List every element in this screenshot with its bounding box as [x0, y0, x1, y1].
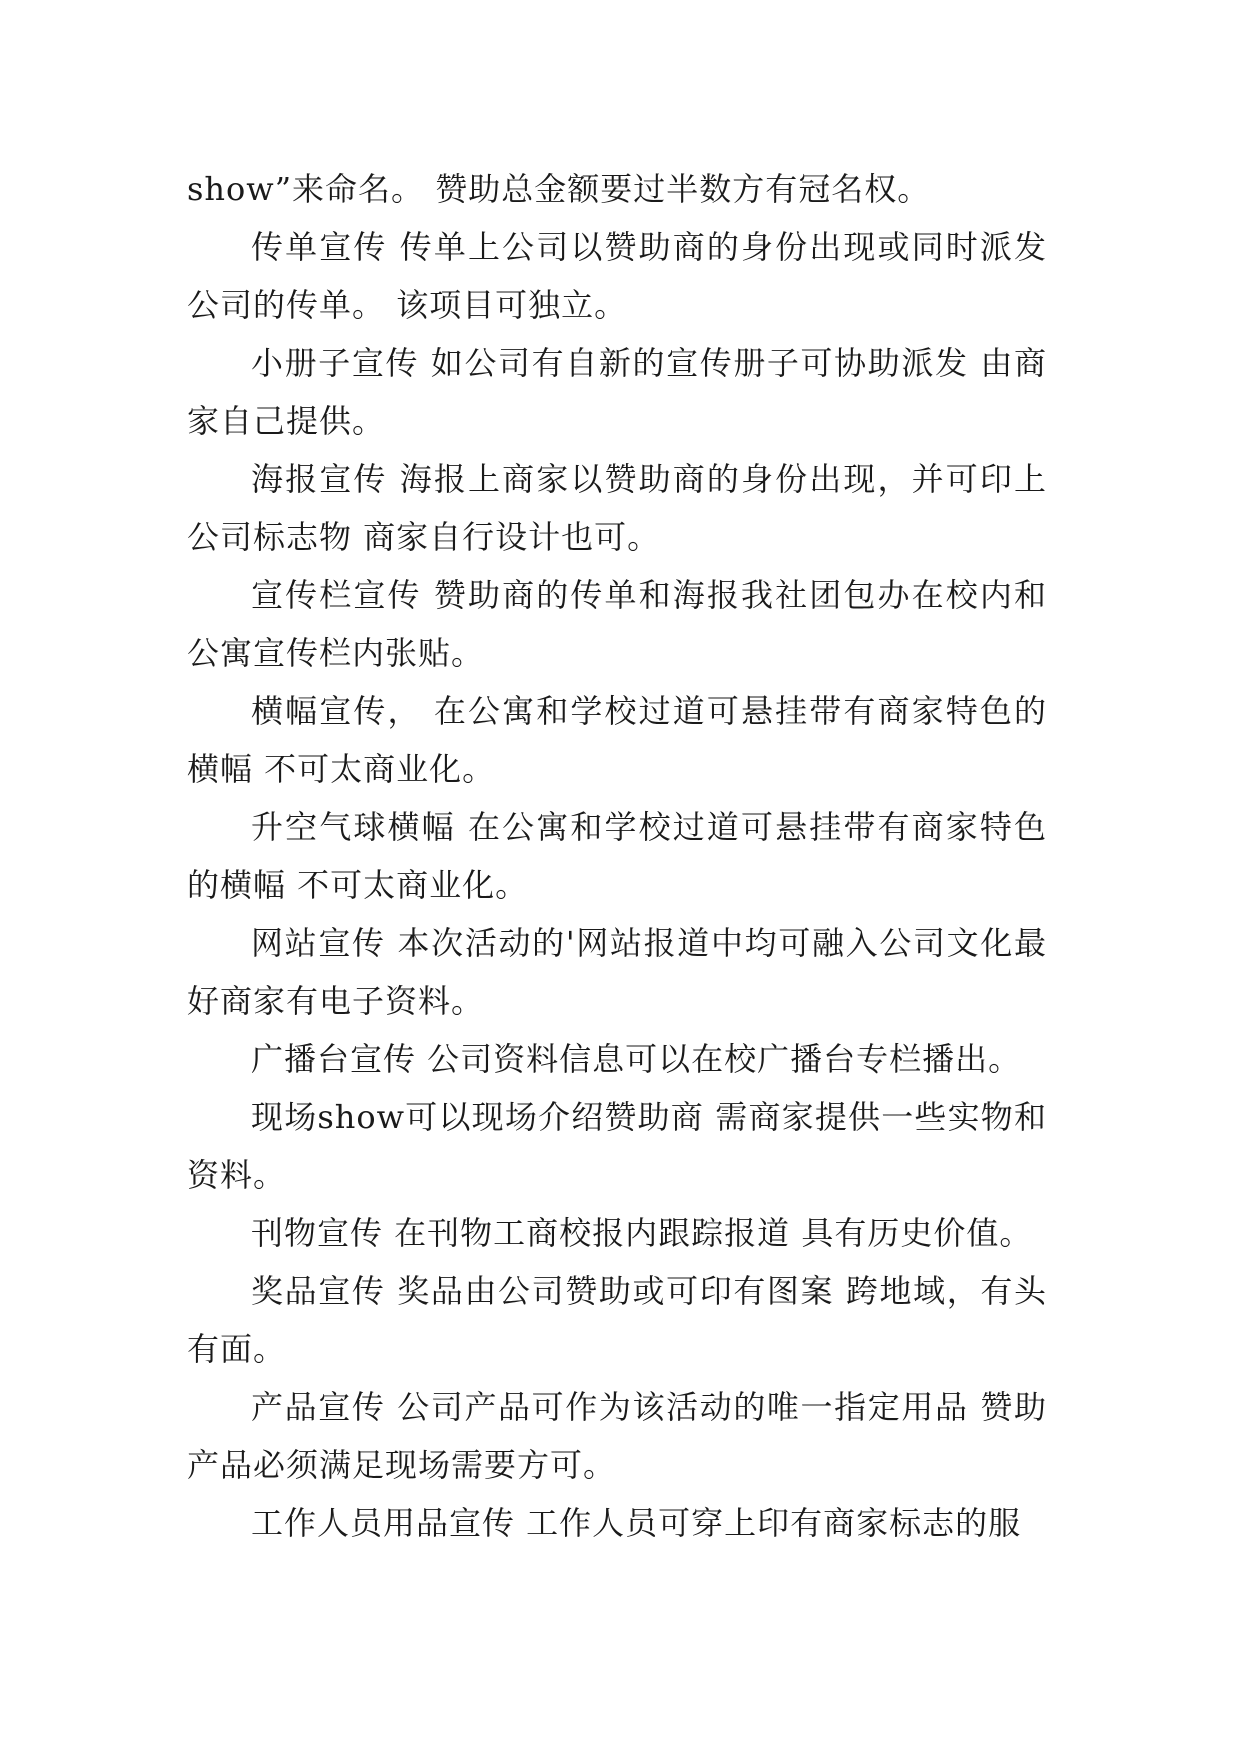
paragraph-staff-supplies-promotion: 工作人员用品宣传 工作人员可穿上印有商家标志的服 [251, 1504, 1022, 1542]
paragraph-live-show: 现场show可以现场介绍赞助商 需商家提供一些实物和资料。 [187, 1098, 1047, 1194]
paragraph-publication-promotion: 刊物宣传 在刊物工商校报内跟踪报道 具有历史价值。 [251, 1214, 1033, 1252]
paragraph-continuation: show”来命名。 赞助总金额要过半数方有冠名权。 [187, 170, 931, 208]
document-body [187, 160, 1047, 1552]
paragraph-product-promotion: 产品宣传 公司产品可作为该活动的唯一指定用品 赞助产品必须满足现场需要方可。 [187, 1388, 1047, 1484]
paragraph-bulletin-board-promotion: 宣传栏宣传 赞助商的传单和海报我社团包办在校内和公寓宣传栏内张贴。 [187, 576, 1047, 672]
paragraph-banner-promotion: 横幅宣传， 在公寓和学校过道可悬挂带有商家特色的横幅 不可太商业化。 [187, 692, 1047, 788]
paragraph-website-promotion: 网站宣传 本次活动的'网站报道中均可融入公司文化最好商家有电子资料。 [187, 924, 1047, 1020]
paragraph-radio-promotion: 广播台宣传 公司资料信息可以在校广播台专栏播出。 [251, 1040, 1022, 1078]
paragraph-prize-promotion: 奖品宣传 奖品由公司赞助或可印有图案 跨地域，有头有面。 [187, 1272, 1047, 1368]
paragraph-flyer-promotion: 传单宣传 传单上公司以赞助商的身份出现或同时派发公司的传单。 该项目可独立。 [187, 228, 1047, 324]
paragraph-poster-promotion: 海报宣传 海报上商家以赞助商的身份出现，并可印上公司标志物 商家自行设计也可。 [187, 460, 1047, 556]
paragraph-balloon-banner-promotion: 升空气球横幅 在公寓和学校过道可悬挂带有商家特色的横幅 不可太商业化。 [187, 808, 1047, 904]
paragraph-booklet-promotion: 小册子宣传 如公司有自新的宣传册子可协助派发 由商家自己提供。 [187, 344, 1047, 440]
